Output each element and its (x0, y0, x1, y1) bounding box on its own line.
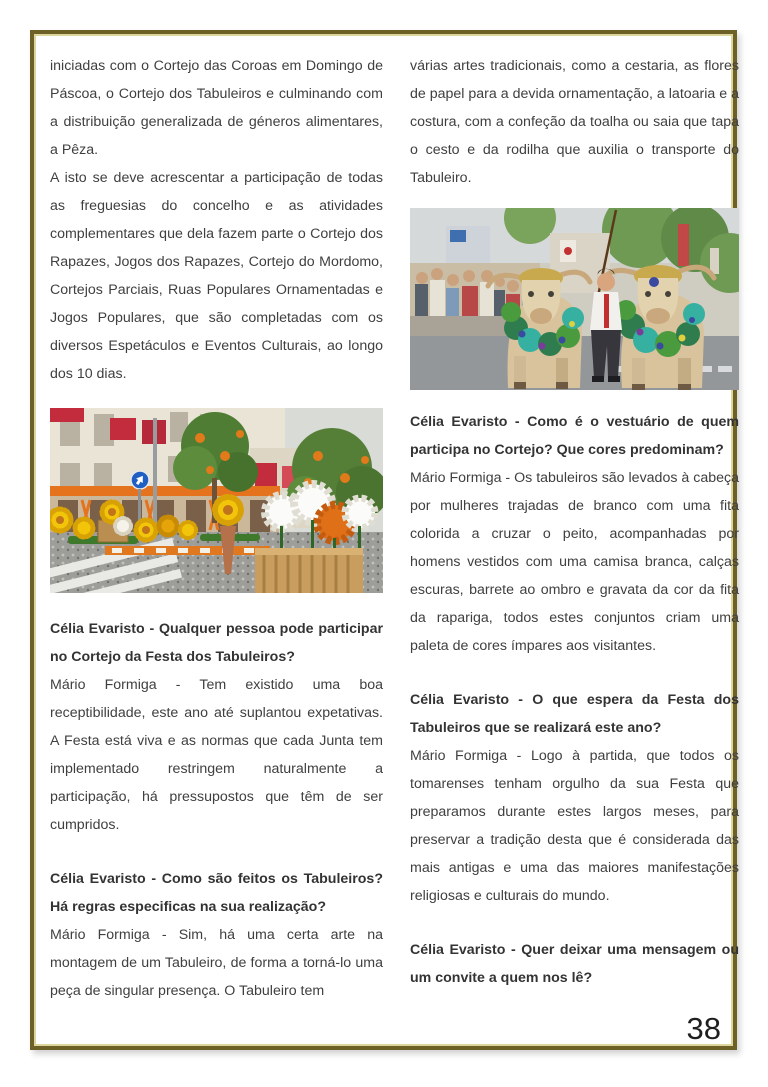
answer-text: Mário Formiga - Tem existido uma boa receptibilidade, este ano até suplantou expetativas. A Festa está viva e as normas que cada Junta tem implementado restringem naturalmente a participação, há pressupostos que têm de ser cumpridos. (50, 677, 383, 833)
answer-text: Mário Formiga - Logo à partida, que todos os tomarenses tenham orgulho da sua Festa que preparamos durante estes largos meses, para preservar a tradição desta que é considerada das mais antigas e uma das maiores manifestações religiosas e culturais do mundo. (410, 748, 739, 904)
page-content (40, 40, 739, 1040)
body-paragraph: iniciadas com o Cortejo das Coroas em Domingo de Páscoa, o Cortejo dos Tabuleiros e culminando com a distribuição generalizada de géneros alimentares, a Pêza. (50, 58, 383, 158)
question-text: Célia Evaristo - Como é o vestuário de quem participa no Cortejo? Que cores predominam? (410, 414, 739, 458)
photo-oxen-cortejo (410, 208, 739, 390)
body-paragraph: A isto se deve acrescentar a participação de todas as freguesias do concelho e as atividades complementares que dela fazem parte o Cortejo dos Rapazes, Jogos dos Rapazes, Cortejo do Mordomo, Cortejos Parciais, Ruas Populares Ornamentadas e Jogos Populares, que são completadas com os diversos Espetáculos e Eventos Culturais, ao longo dos 10 dias. (50, 170, 383, 382)
body-paragraph: várias artes tradicionais, como a cestaria, as flores de papel para a devida ornamentação, a latoaria e a costura, com a confeção da toalha ou saia que tapa o cesto e da rodilha que auxilia o transporte do Tabuleiro. (410, 58, 739, 186)
page-frame (30, 30, 737, 1050)
photo-street-decorations (50, 408, 383, 593)
question-text: Célia Evaristo - Quer deixar uma mensagem ou um convite a quem nos lê? (410, 942, 739, 986)
page-number: 38 (686, 1011, 721, 1046)
right-column (410, 52, 739, 1034)
question-text: Célia Evaristo - Como são feitos os Tabuleiros? Há regras especificas na sua realização? (50, 871, 383, 915)
answer-text: Mário Formiga - Sim, há uma certa arte na montagem de um Tabuleiro, de forma a torná-lo uma peça de singular presença. O Tabuleiro tem (50, 927, 383, 999)
question-text: Célia Evaristo - Qualquer pessoa pode participar no Cortejo da Festa dos Tabuleiros? (50, 621, 383, 665)
answer-text: Mário Formiga - Os tabuleiros são levados à cabeça por mulheres trajadas de branco com uma fita colorida a cruzar o peito, acompanhadas por homens vestidos com uma camisa branca, calças escuras, barrete ao ombro e gravata da cor da fita da rapariga, todos estes conjuntos criam uma paleta de cores ímpares aos visitantes. (410, 470, 739, 654)
question-text: Célia Evaristo - O que espera da Festa dos Tabuleiros que se realizará este ano? (410, 692, 739, 736)
left-column (50, 52, 383, 1034)
